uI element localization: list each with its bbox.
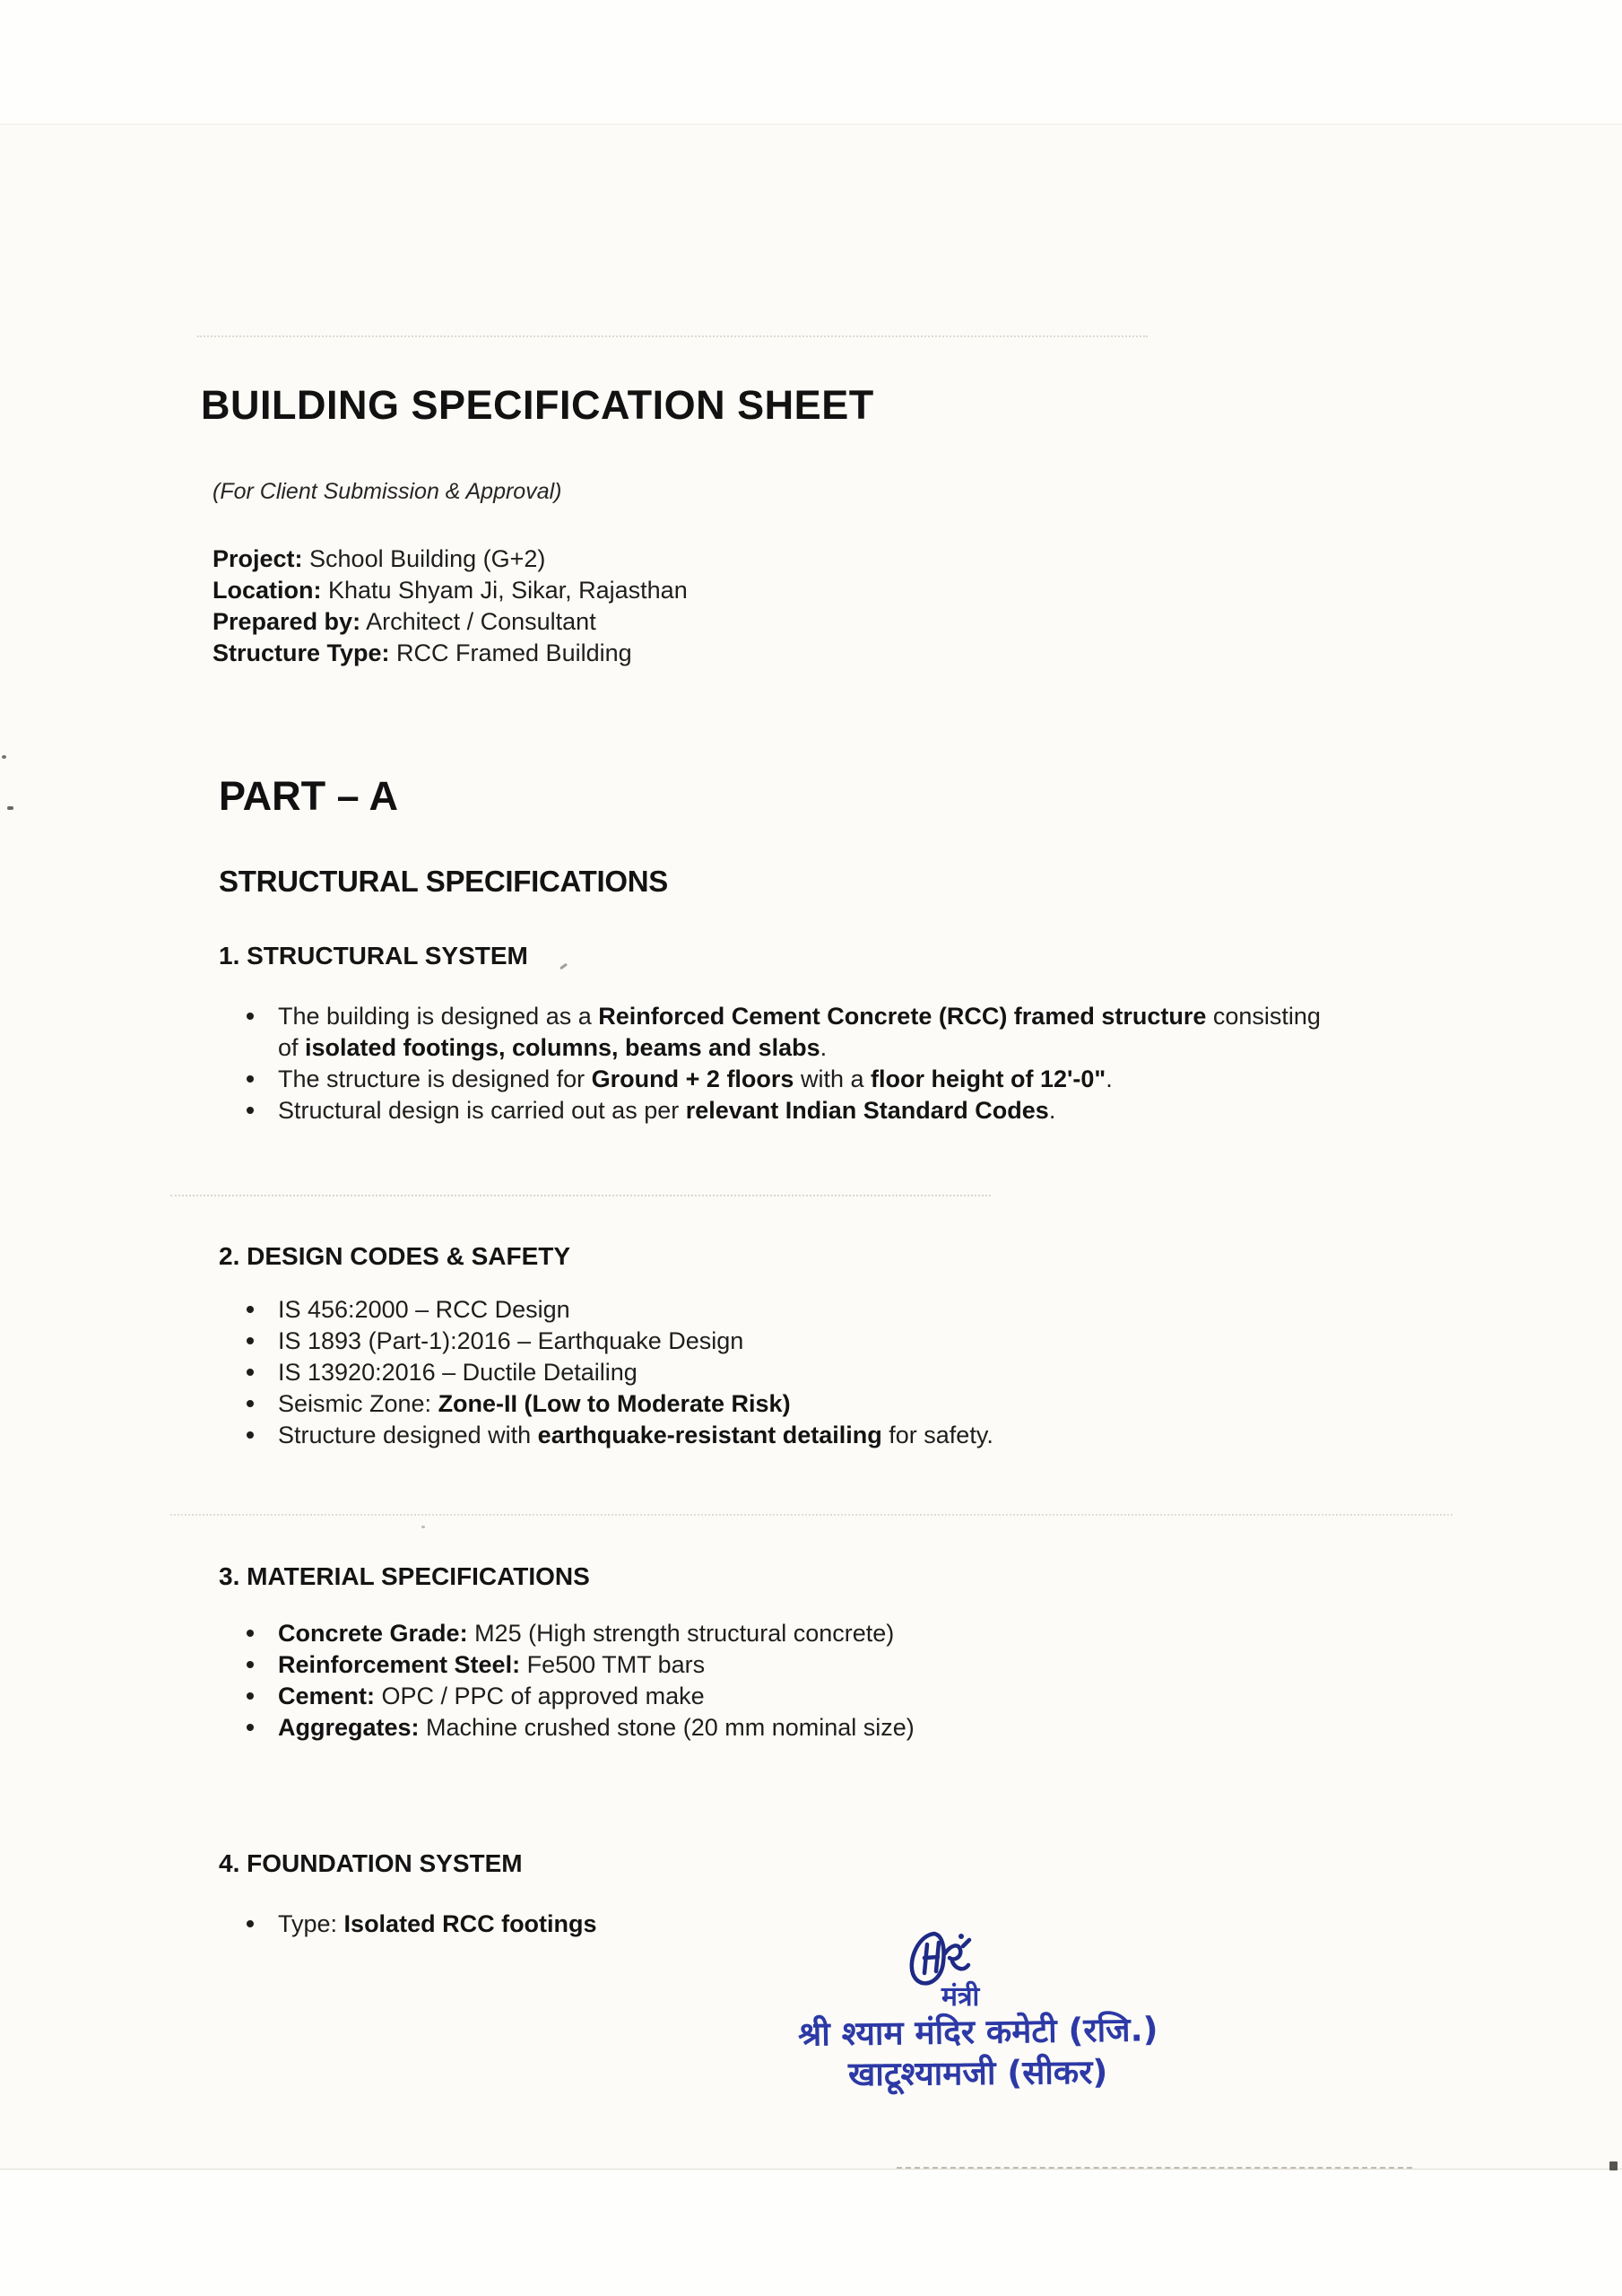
- bullet-text: IS 1893 (Part-1):2016 – Earthquake Design: [278, 1327, 744, 1354]
- bullet-text-bold: Concrete Grade:: [278, 1620, 468, 1647]
- bullet-item: [247, 1001, 1345, 1064]
- meta-value: RCC Framed Building: [389, 639, 632, 666]
- bullet-text: consisting of: [278, 1003, 1321, 1061]
- scan-speckle: [7, 806, 13, 810]
- bullet-text-bold: isolated footings, columns, beams and slabs: [305, 1034, 820, 1061]
- bullet-text-bold: earthquake-resistant detailing: [537, 1422, 882, 1448]
- section-heading: 4. FOUNDATION SYSTEM: [219, 1849, 523, 1877]
- stamp-committee-name: श्री श्याम मंदिर कमेटी (रजि.): [797, 2010, 1158, 2054]
- meta-line: [213, 544, 688, 575]
- meta-line: [213, 638, 688, 669]
- bullet-list: [247, 1909, 597, 1940]
- bullet-text: M25 (High strength structural concrete): [467, 1620, 895, 1647]
- stamp-designation-text: मंत्री: [941, 1981, 980, 2013]
- bullet-text-bold: floor height of 12'-0": [871, 1065, 1106, 1092]
- bullet-list: [247, 1294, 993, 1451]
- bullet-item: [247, 1420, 993, 1451]
- section-3: [219, 1562, 1492, 1741]
- bullet-text-bold: Reinforced Cement Concrete (RCC) framed structure: [598, 1003, 1207, 1030]
- bullet-text-bold: Ground + 2 floors: [591, 1065, 794, 1092]
- meta-label: Location:: [213, 577, 322, 604]
- bullet-text-bold: Zone-II (Low to Moderate Risk): [438, 1390, 791, 1417]
- scan-speckle: [421, 1526, 425, 1528]
- bullet-text: Machine crushed stone (20 mm nominal size): [419, 1714, 915, 1741]
- bullet-item: [247, 1095, 1345, 1126]
- bullet-text: Seismic Zone:: [278, 1390, 438, 1417]
- section-1: [219, 942, 1492, 1124]
- part-subheading: STRUCTURAL SPECIFICATIONS: [219, 865, 668, 898]
- bullet-item: [247, 1681, 915, 1712]
- bullet-text: The building is designed as a: [278, 1003, 599, 1030]
- bullet-item: [247, 1618, 915, 1649]
- bullet-text: .: [1106, 1065, 1113, 1092]
- bullet-text-bold: relevant Indian Standard Codes: [685, 1097, 1049, 1124]
- document-subtitle: (For Client Submission & Approval): [213, 479, 562, 504]
- meta-value: Architect / Consultant: [360, 608, 596, 635]
- meta-label: Prepared by:: [213, 608, 361, 635]
- bullet-text-bold: Cement:: [278, 1683, 376, 1709]
- bullet-text-bold: Isolated RCC footings: [343, 1910, 597, 1937]
- bullet-text: Structural design is carried out as per: [278, 1097, 686, 1124]
- bullet-item: [247, 1357, 993, 1388]
- bullet-text: IS 456:2000 – RCC Design: [278, 1296, 570, 1323]
- meta-label: Project:: [213, 545, 303, 572]
- bullet-item: [247, 1294, 993, 1326]
- bullet-item: [247, 1649, 915, 1681]
- part-heading: PART – A: [219, 773, 399, 819]
- scan-artifact-line: [197, 335, 1148, 337]
- bullet-item: [247, 1712, 915, 1744]
- scan-speckle: [2, 755, 6, 759]
- bullet-text: Type:: [278, 1910, 344, 1937]
- bullet-text: for safety.: [881, 1422, 993, 1448]
- bullet-item: [247, 1388, 993, 1420]
- scan-bottom-edge: [897, 2167, 1412, 2169]
- meta-block: [213, 544, 688, 669]
- bullet-text: IS 13920:2016 – Ductile Detailing: [278, 1359, 638, 1386]
- scan-speckle: [1609, 2161, 1618, 2170]
- stamp-place-name: खाटूश्यामजी (सीकर): [847, 2052, 1108, 2094]
- bullet-text: OPC / PPC of approved make: [375, 1683, 705, 1709]
- section-heading: 2. DESIGN CODES & SAFETY: [219, 1242, 571, 1270]
- bullet-item: [247, 1326, 993, 1357]
- bullet-text-bold: Aggregates:: [278, 1714, 420, 1741]
- bullet-text: .: [1048, 1097, 1056, 1124]
- scan-artifact-line: [170, 1195, 991, 1196]
- section-heading: 1. STRUCTURAL SYSTEM: [219, 942, 528, 970]
- meta-line: [213, 606, 688, 638]
- meta-label: Structure Type:: [213, 639, 390, 666]
- bullet-text: The structure is designed for: [278, 1065, 592, 1092]
- bullet-text-bold: Reinforcement Steel:: [278, 1651, 521, 1678]
- document-title: BUILDING SPECIFICATION SHEET: [201, 382, 874, 428]
- bullet-item: [247, 1064, 1345, 1095]
- bullet-list: [247, 1618, 915, 1744]
- bullet-list: [247, 1001, 1345, 1126]
- section-2: [219, 1242, 1492, 1448]
- bullet-text: with a: [794, 1065, 871, 1092]
- bullet-text: .: [820, 1034, 828, 1061]
- meta-line: [213, 575, 688, 606]
- bullet-item: [247, 1909, 597, 1940]
- section-heading: 3. MATERIAL SPECIFICATIONS: [219, 1562, 590, 1590]
- section-4: [219, 1849, 1492, 1937]
- bullet-text: Structure designed with: [278, 1422, 538, 1448]
- meta-value: Khatu Shyam Ji, Sikar, Rajasthan: [321, 577, 688, 604]
- meta-value: School Building (G+2): [302, 545, 546, 572]
- bullet-text: Fe500 TMT bars: [520, 1651, 706, 1678]
- scan-artifact-line: [170, 1514, 1453, 1516]
